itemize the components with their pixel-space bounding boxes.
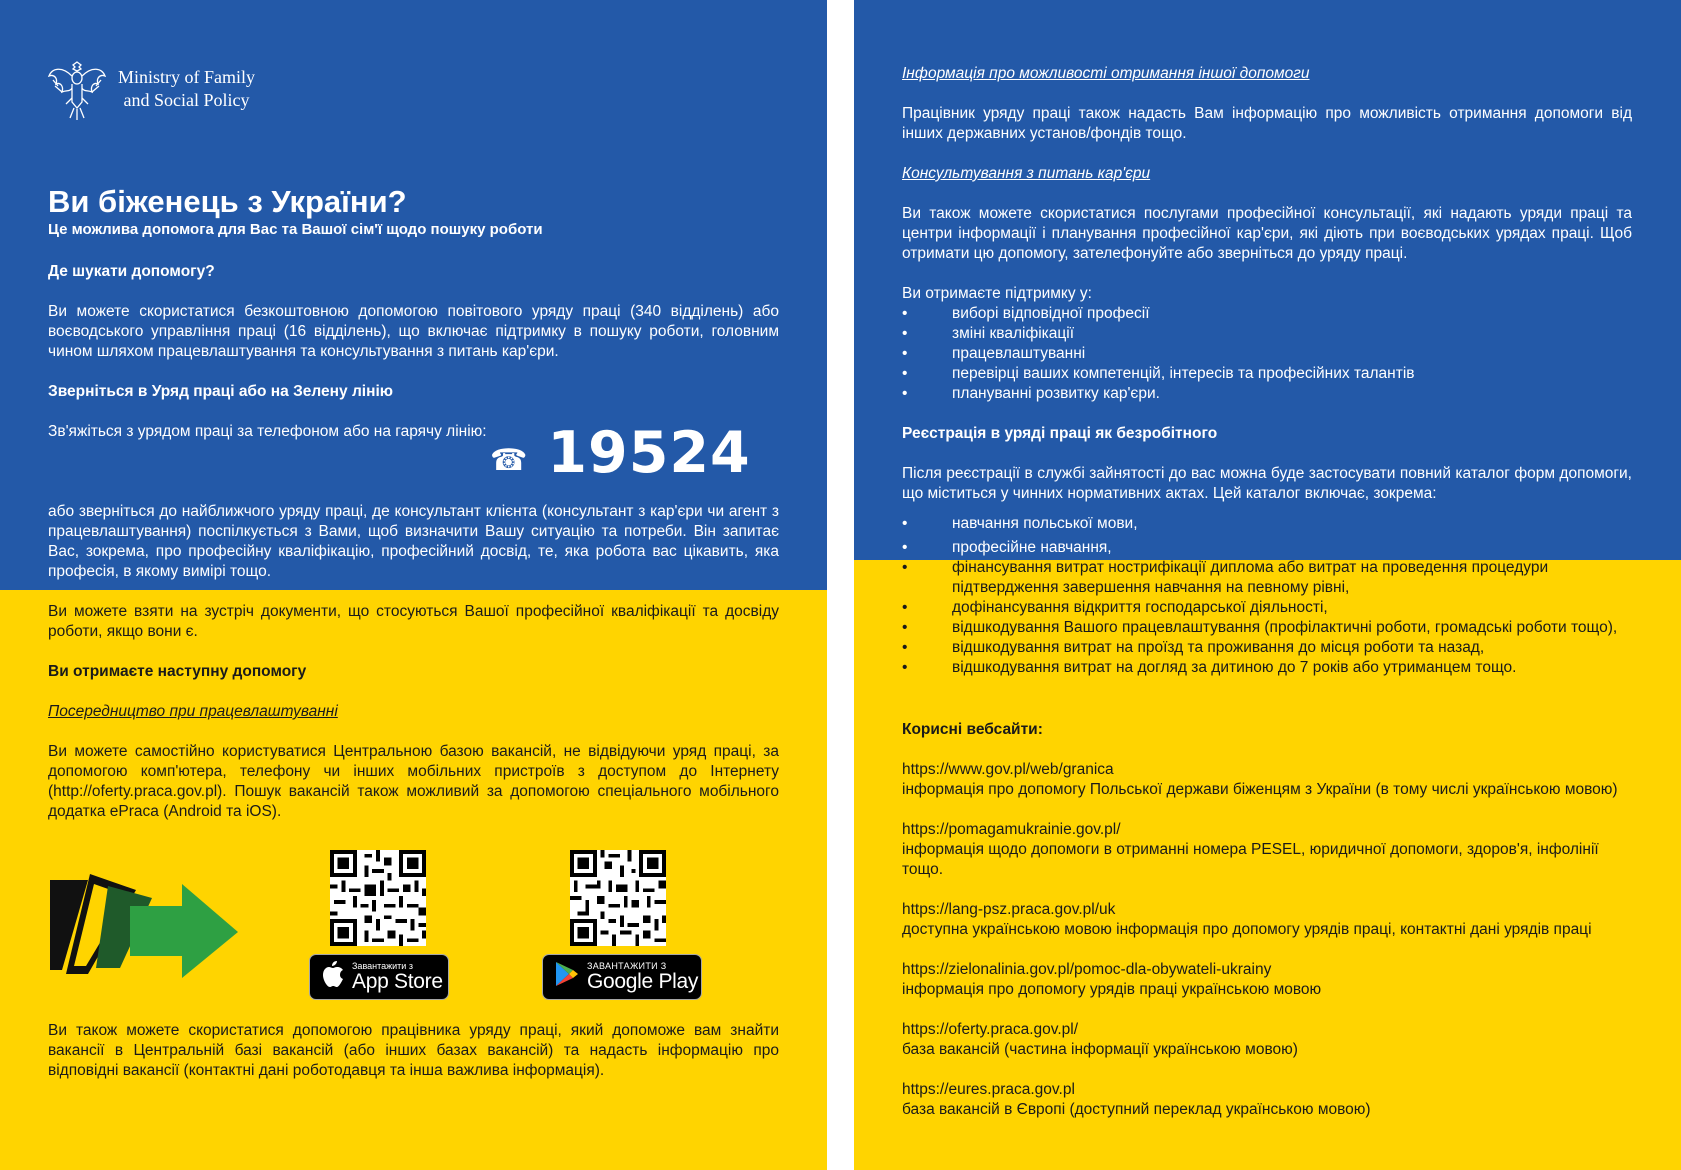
visit-text: або зверніться до найближчого уряду праці, де консультант клієнта (консультант з кар'єри чи агент з працевлаштування) поспілкується з Вами, щоб визначити Вашу ситуацію та потреби. Він запитає Вас, зокрема, про професійну кваліфікацію, професійний досвід, те, яка робота вас цікавить, яка професія, в якому вимірі тощо. (48, 503, 779, 580)
ministry-name (118, 66, 255, 112)
list-item: • професійне навчання, (902, 538, 1632, 558)
app-store-button[interactable] (309, 954, 449, 1000)
mediation-text: Ви можете самостійно користуватися Центральною базою вакансій, не відвідуючи уряд праці, за допомогою комп'ютера, телефону чи інших мобільних пристроїв з доступом до Інтернету (http://oferty.praca.gov.pl). Пошук вакансій також можливий за допомогою спеціального мобільного додатка ePraca (Android та iOS). (48, 743, 779, 820)
googleplay-qr-code[interactable] (570, 850, 666, 946)
list-item: • навчання польської мови, (902, 514, 1632, 534)
google-play-icon (555, 961, 579, 994)
list-item: • зміні кваліфікації (902, 324, 1632, 344)
career-heading: Консультування з питань кар'єри (902, 165, 1151, 182)
websites-section (902, 720, 1632, 1120)
website-desc: інформація про допомогу Польської держави біженцям з України (в тому числі українською мовою) (902, 781, 1618, 798)
where-section (48, 262, 779, 442)
website-desc: доступна українською мовою інформація про допомогу урядів праці, контактні дані урядів праці (902, 921, 1592, 938)
website-entry (902, 820, 1632, 880)
list-item: • виборі відповідної професії (902, 304, 1632, 324)
website-link[interactable]: https://zielonalinia.gov.pl/pomoc-dla-obywateli-ukrainy (902, 961, 1272, 978)
google-play-label: Google Play (587, 970, 699, 993)
other-help-heading: Інформація про можливості отримання іншої допомоги (902, 65, 1310, 82)
page-subtitle: Це можлива допомога для Вас та Вашої сім'ї щодо пошуку роботи (48, 221, 543, 238)
website-entry (902, 760, 1632, 800)
epraca-logo (48, 862, 242, 980)
ministry-logo (46, 56, 255, 122)
ministry-line1: Ministry of Family (118, 67, 256, 87)
where-text: Ви можете скористатися безкоштовною допомогою повітового уряду праці (340 відділень) або воєводського управління праці (16 відділень), що включає підтримку в пошуку роботи, головним чином шляхом працевлаштування та консультування з питань кар'єри. (48, 303, 779, 360)
other-help-text: Працівник уряду праці також надасть Вам інформацію про можливість отримання допомоги від інших державних установ/фондів тощо. (902, 105, 1632, 142)
page-gap (827, 0, 854, 1170)
support-list (902, 304, 1632, 404)
right-blue-section (902, 64, 1632, 504)
appstore-qr-code[interactable] (330, 850, 426, 946)
website-link[interactable]: https://www.gov.pl/web/granica (902, 761, 1114, 778)
worker-text: Ви також можете скористатися допомогою працівника уряду праці, який допоможе вам знайти вакансії в Центральній базі вакансій (або інших базах вакансій) та надасть інформацію про відповідні вакансії (контактні дані роботодавця та інша важлива інформація). (48, 1022, 779, 1079)
list-item: • дофінансування відкриття господарської діяльності, (902, 598, 1632, 618)
hotline-number: 19524 (547, 420, 751, 486)
list-item: • перевірці ваших компетенцій, інтересів та професійних талантів (902, 364, 1632, 384)
where-heading: Де шукати допомогу? (48, 263, 215, 280)
app-store-small-label: Завантажити з (352, 961, 413, 971)
website-desc: база вакансій в Європі (доступний переклад українською мовою) (902, 1101, 1371, 1118)
google-play-small-label: ЗАВАНТАЖИТИ З (587, 961, 667, 971)
hotline[interactable] (490, 420, 751, 486)
list-item: • плануванні розвитку кар'єри. (902, 384, 1632, 404)
website-link[interactable]: https://pomagamukrainie.gov.pl/ (902, 821, 1121, 838)
ministry-line2: and Social Policy (123, 90, 250, 110)
apple-icon (322, 961, 344, 994)
page-title: Ви біженець з України? (48, 184, 407, 219)
registration-text: Після реєстрації в службі зайнятості до вас можна буде застосувати повний каталог форм допомоги, що міститься у чинних нормативних актах. Цей каталог включає, зокрема: (902, 465, 1632, 502)
contact-heading: Зверніться в Уряд праці або на Зелену лінію (48, 383, 394, 400)
websites-heading: Корисні вебсайти: (902, 721, 1043, 738)
website-link[interactable]: https://eures.praca.gov.pl (902, 1081, 1075, 1098)
list-item: • працевлаштуванні (902, 344, 1632, 364)
app-store-label: App Store (352, 970, 443, 993)
website-entry (902, 1080, 1632, 1120)
receive-section (48, 602, 779, 822)
list-item: • відшкодування Вашого працевлаштування (профілактичні роботи, громадські роботи тощо), (902, 618, 1632, 638)
contact-text: Зв'яжіться з урядом праці за телефоном або на гарячу лінію: (48, 423, 487, 440)
website-link[interactable]: https://lang-psz.praca.gov.pl/uk (902, 901, 1116, 918)
website-desc: інформація щодо допомоги в отриманні номера PESEL, юридичної допомоги, здоров'я, інфолінії тощо. (902, 841, 1599, 878)
registration-heading: Реєстрація в уряді праці як безробітного (902, 425, 1218, 442)
phone-icon: ☎ (490, 443, 528, 477)
documents-text: Ви можете взяти на зустріч документи, що стосуються Вашої професійної кваліфікації та досвіду роботи, якщо вони є. (48, 603, 779, 640)
left-page (0, 0, 827, 1170)
career-text: Ви також можете скористатися послугами професійної консультації, які надають уряди праці та центри інформації і планування професійної кар'єри, які діють при воєводських урядах праці. Щоб отримати цю допомогу, зателефонуйте або зверніться до уряду праці. (902, 205, 1632, 262)
website-entry (902, 1020, 1632, 1060)
polish-eagle-icon (46, 56, 108, 122)
support-intro: Ви отримаєте підтримку у: (902, 285, 1092, 302)
list-item: • відшкодування витрат на проїзд та проживання до місця роботи та назад, (902, 638, 1632, 658)
right-page (854, 0, 1681, 1170)
list-item: • фінансування витрат нострифікації диплома або витрат на проведення процедури підтвердження завершення навчання на певному рівні, (902, 558, 1632, 598)
registration-list (902, 514, 1632, 678)
website-entry (902, 960, 1632, 1000)
list-item: • відшкодування витрат на догляд за дитиною до 7 років або утриманцем тощо. (902, 658, 1632, 678)
website-desc: база вакансій (частина інформації українською мовою) (902, 1041, 1298, 1058)
website-link[interactable]: https://oferty.praca.gov.pl/ (902, 1021, 1079, 1038)
website-entry (902, 900, 1632, 940)
google-play-button[interactable] (542, 954, 702, 1000)
mediation-heading: Посередництво при працевлаштуванні (48, 703, 338, 720)
receive-heading: Ви отримаєте наступну допомогу (48, 663, 307, 680)
website-desc: інформація про допомогу урядів праці українською мовою (902, 981, 1322, 998)
